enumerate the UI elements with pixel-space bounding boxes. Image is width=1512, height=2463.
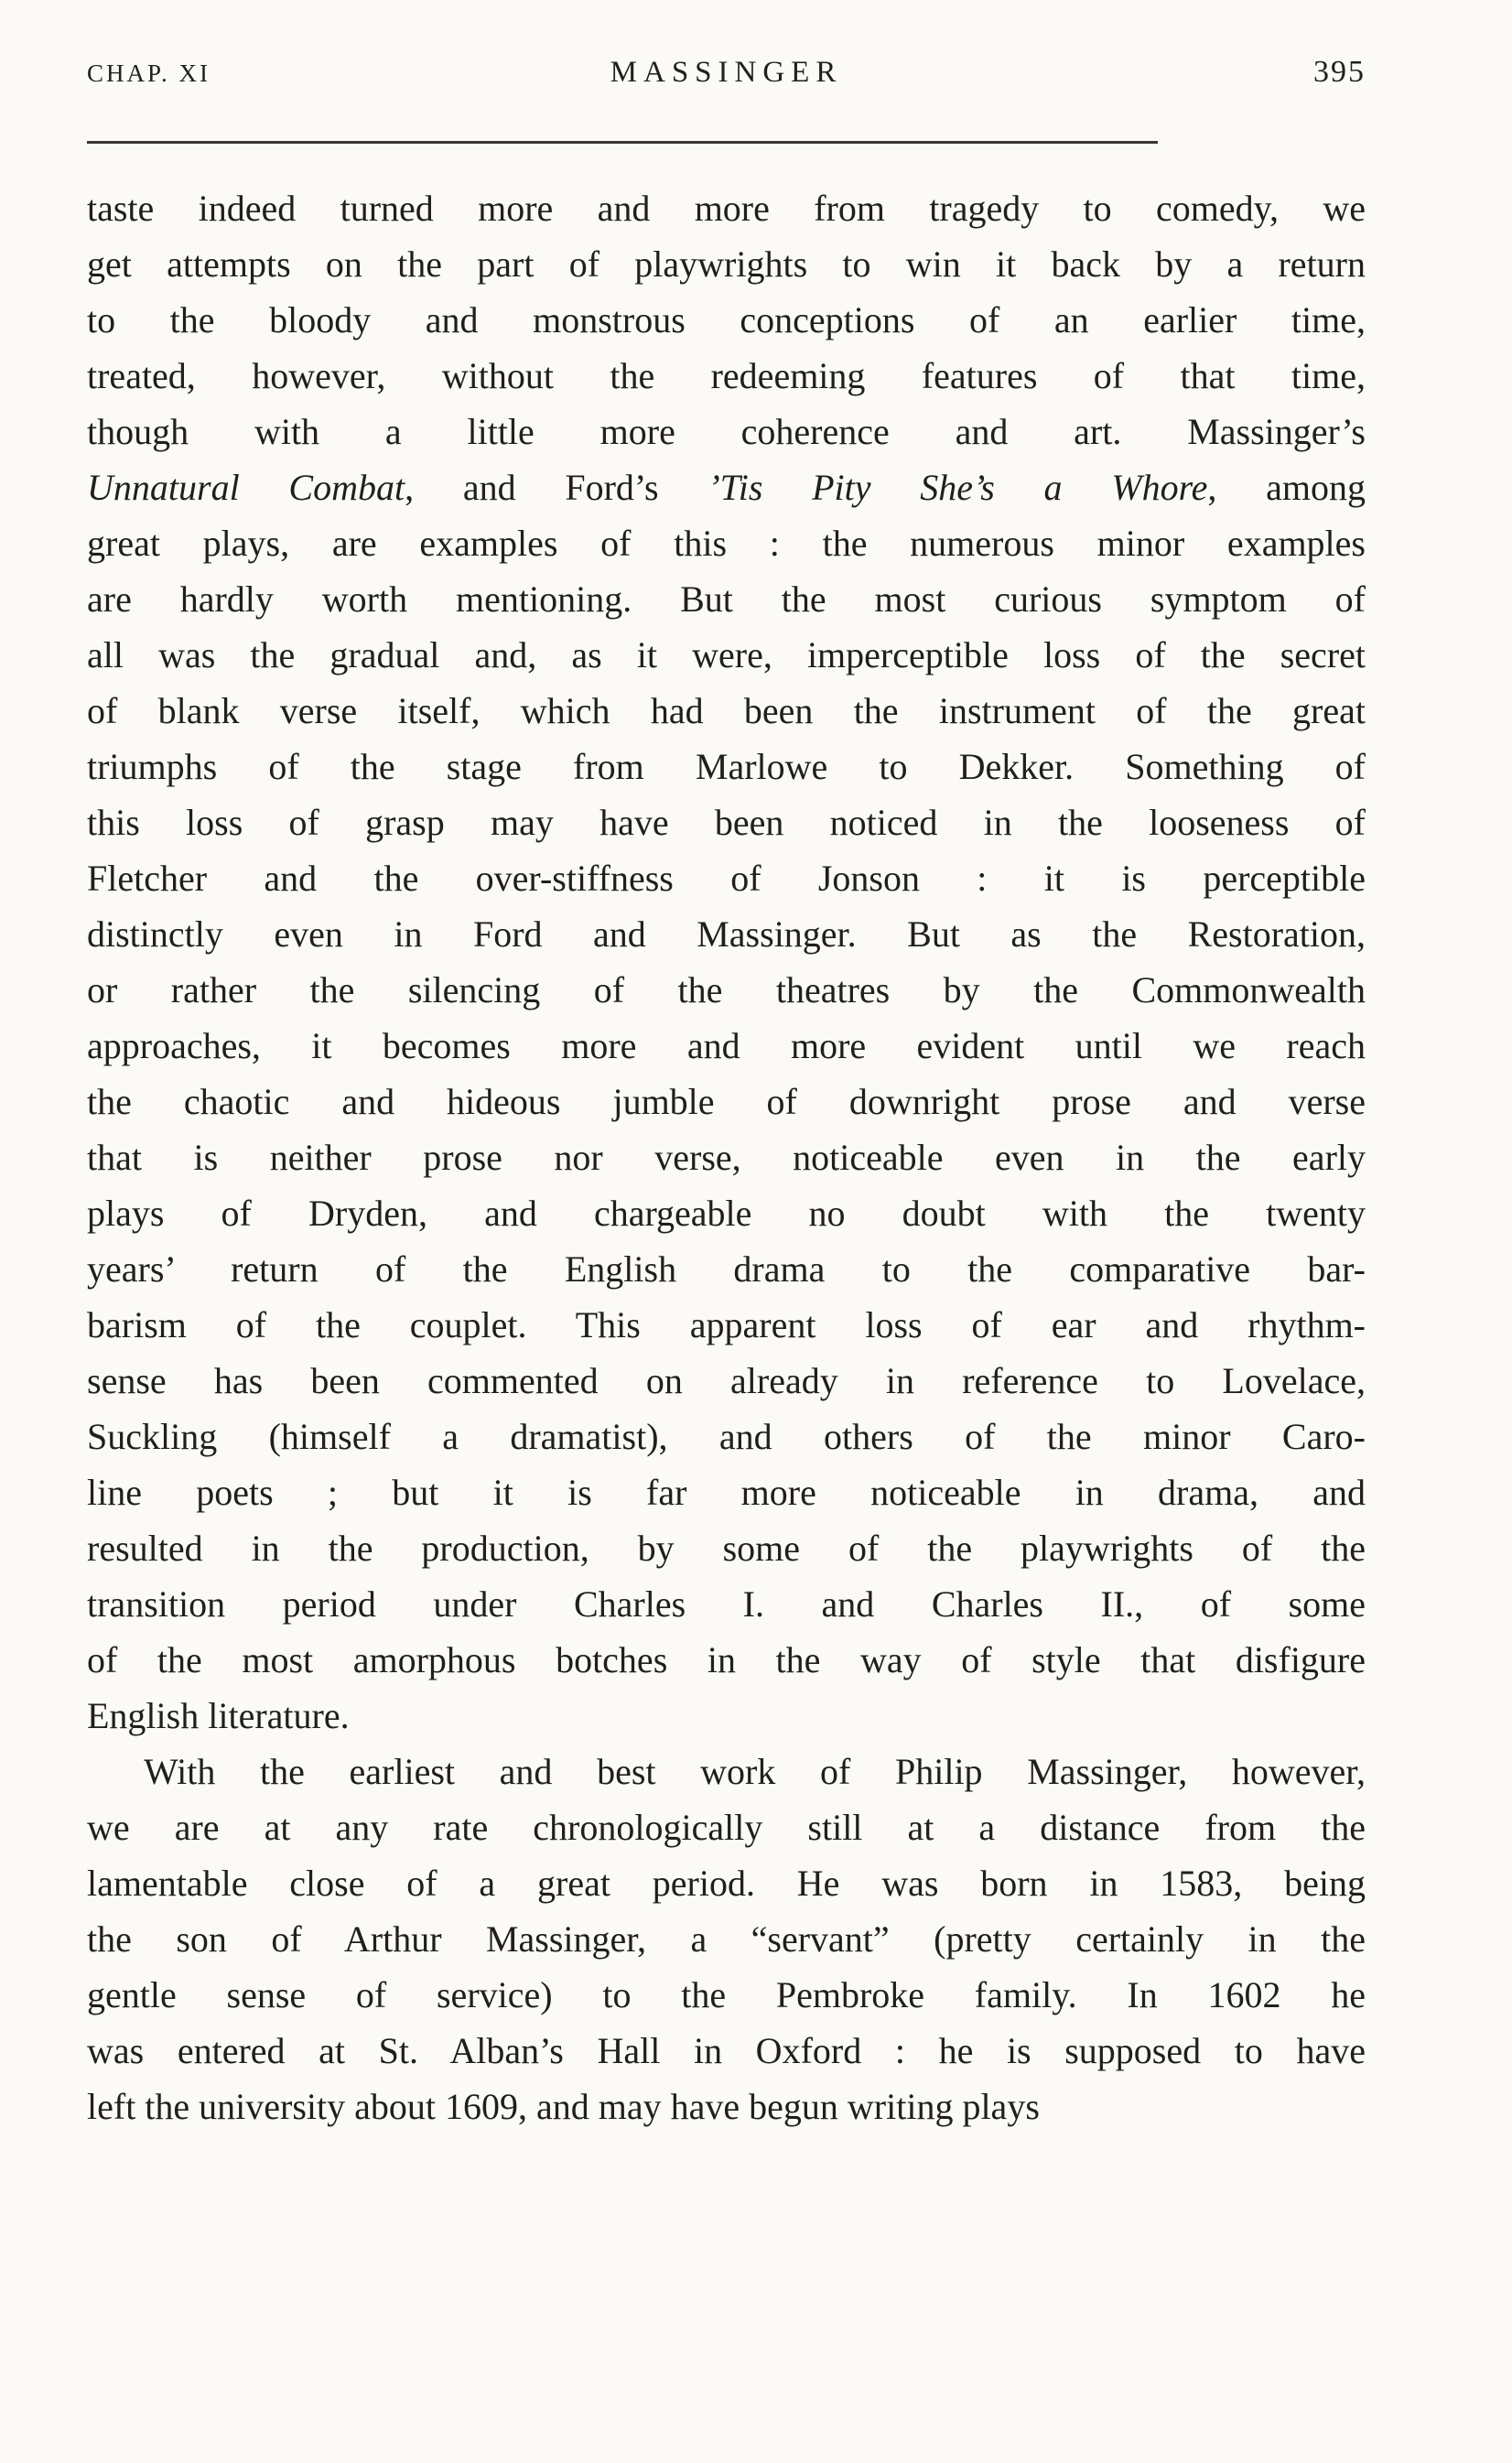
text-line bbox=[87, 1297, 1366, 1353]
text-line bbox=[87, 180, 1366, 236]
text-segment: Fletcher and the over-stiffness of Jonson : it is perceptible bbox=[87, 858, 1366, 899]
text-segment: or rather the silencing of the theatres by the Commonwealth bbox=[87, 969, 1366, 1010]
page-number: 395 bbox=[1313, 55, 1366, 89]
text-segment: gentle sense of service) to the Pembroke family. In 1602 he bbox=[87, 1974, 1366, 2015]
text-line bbox=[87, 1409, 1366, 1464]
text-line bbox=[87, 906, 1366, 962]
text-line bbox=[87, 1185, 1366, 1241]
text-segment: the son of Arthur Massinger, a “servant” (pretty certainly in the bbox=[87, 1918, 1366, 1960]
text-line bbox=[87, 2023, 1366, 2079]
text-line bbox=[87, 1129, 1366, 1185]
text-segment: get attempts on the part of playwrights to win it back by a return bbox=[87, 243, 1366, 285]
text-segment: lamentable close of a great period. He was born in 1583, being bbox=[87, 1863, 1366, 1904]
text-line bbox=[87, 1241, 1366, 1297]
text-segment: all was the gradual and, as it were, imperceptible loss of the secret bbox=[87, 634, 1366, 675]
text-segment: resulted in the production, by some of the playwrights of the bbox=[87, 1528, 1366, 1569]
text-line bbox=[87, 1799, 1366, 1855]
text-line bbox=[87, 2079, 1366, 2134]
text-segment: of the most amorphous botches in the way of style that disfigure bbox=[87, 1639, 1366, 1680]
text-line bbox=[87, 1520, 1366, 1576]
chapter-label: CHAP. XI bbox=[87, 59, 211, 87]
text-segment: transition period under Charles I. and Charles II., of some bbox=[87, 1583, 1366, 1625]
text-line bbox=[87, 1744, 1366, 1799]
text-segment: we are at any rate chronologically still at a distance from the bbox=[87, 1807, 1366, 1848]
text-segment: , among bbox=[1207, 467, 1366, 508]
text-line bbox=[87, 1018, 1366, 1074]
text-segment: treated, however, without the redeeming features of that time, bbox=[87, 355, 1366, 396]
text-segment: though with a little more coherence and art. Massinger’s bbox=[87, 411, 1366, 452]
text-line bbox=[87, 1967, 1366, 2023]
italic-text-segment: ’Tis Pity She’s a Whore bbox=[707, 467, 1208, 508]
text-segment: this loss of grasp may have been noticed in the looseness of bbox=[87, 802, 1366, 843]
text-line bbox=[87, 1576, 1366, 1632]
text-segment: left the university about 1609, and may have begun writing plays bbox=[87, 2086, 1040, 2127]
text-line bbox=[87, 1632, 1366, 1688]
text-line bbox=[87, 571, 1366, 627]
text-segment: English literature. bbox=[87, 1695, 350, 1736]
text-line bbox=[87, 1074, 1366, 1129]
text-line bbox=[87, 404, 1366, 459]
text-segment: years’ return of the English drama to the comparative bar- bbox=[87, 1248, 1366, 1290]
text-segment: was entered at St. Alban’s Hall in Oxford : he is supposed to have bbox=[87, 2030, 1366, 2071]
text-line bbox=[87, 348, 1366, 404]
text-segment: triumphs of the stage from Marlowe to Dekker. Something of bbox=[87, 746, 1366, 787]
text-segment: of blank verse itself, which had been the instrument of the great bbox=[87, 690, 1366, 731]
page-title: MASSINGER bbox=[610, 56, 843, 89]
text-line bbox=[87, 459, 1366, 515]
text-line bbox=[87, 1688, 1366, 1744]
text-segment: , and Ford’s bbox=[405, 467, 708, 508]
text-segment: that is neither prose nor verse, noticeable even in the early bbox=[87, 1137, 1366, 1178]
italic-text-segment: Unnatural Combat bbox=[87, 467, 405, 508]
text-segment: distinctly even in Ford and Massinger. But as the Restoration, bbox=[87, 913, 1366, 955]
paragraph bbox=[87, 180, 1366, 1744]
page-body bbox=[87, 180, 1366, 2134]
text-line bbox=[87, 1464, 1366, 1520]
header-rule bbox=[87, 141, 1158, 144]
text-segment: to the bloody and monstrous conceptions of an earlier time, bbox=[87, 299, 1366, 340]
text-line bbox=[87, 1353, 1366, 1409]
text-line bbox=[87, 1911, 1366, 1967]
text-segment: Suckling (himself a dramatist), and others of the minor Caro- bbox=[87, 1416, 1366, 1457]
text-segment: taste indeed turned more and more from tragedy to comedy, we bbox=[87, 188, 1366, 229]
text-line bbox=[87, 739, 1366, 794]
text-segment: line poets ; but it is far more noticeable in drama, and bbox=[87, 1472, 1366, 1513]
text-line bbox=[87, 515, 1366, 571]
text-segment: With the earliest and best work of Philip Massinger, however, bbox=[144, 1751, 1366, 1792]
running-header bbox=[87, 55, 1366, 90]
text-line bbox=[87, 794, 1366, 850]
text-segment: the chaotic and hideous jumble of downright prose and verse bbox=[87, 1081, 1366, 1122]
text-segment: are hardly worth mentioning. But the most curious symptom of bbox=[87, 578, 1366, 620]
text-line bbox=[87, 850, 1366, 906]
text-line bbox=[87, 292, 1366, 348]
text-segment: plays of Dryden, and chargeable no doubt with the twenty bbox=[87, 1193, 1366, 1234]
paragraph bbox=[87, 1744, 1366, 2134]
text-segment: great plays, are examples of this : the numerous minor examples bbox=[87, 523, 1366, 564]
text-line bbox=[87, 1855, 1366, 1911]
text-line bbox=[87, 627, 1366, 683]
text-segment: approaches, it becomes more and more evident until we reach bbox=[87, 1025, 1366, 1066]
text-line bbox=[87, 962, 1366, 1018]
text-segment: sense has been commented on already in reference to Lovelace, bbox=[87, 1360, 1366, 1401]
text-line bbox=[87, 683, 1366, 739]
text-segment: barism of the couplet. This apparent loss of ear and rhythm- bbox=[87, 1304, 1366, 1345]
text-line bbox=[87, 236, 1366, 292]
